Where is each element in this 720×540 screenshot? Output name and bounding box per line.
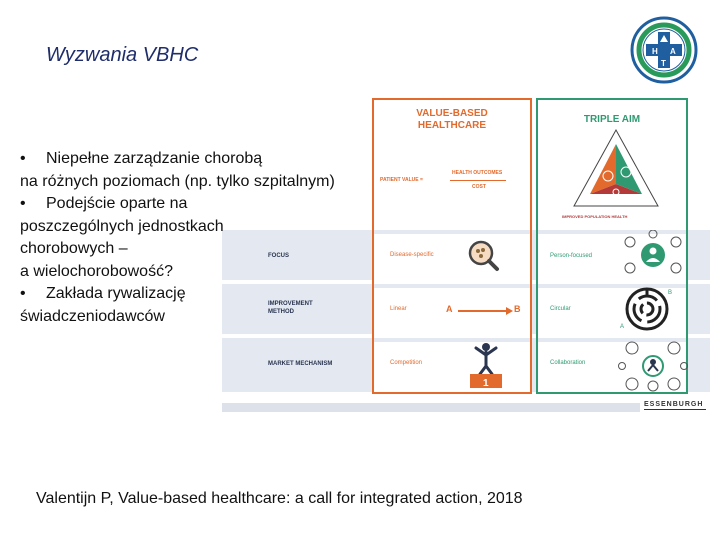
collaboration-people-icon bbox=[618, 340, 688, 392]
bullet-marker: • bbox=[20, 195, 26, 212]
bullet-2-line-3: chorobowych – bbox=[20, 240, 128, 257]
logo-letter-a: A bbox=[670, 47, 676, 56]
bottom-strip bbox=[222, 403, 640, 412]
vbhc-title: VALUE-BASED HEALTHCARE bbox=[416, 108, 488, 131]
row-label-focus: FOCUS bbox=[268, 253, 289, 259]
triple-aim-title: TRIPLE AIM bbox=[583, 114, 641, 125]
row-label-improvement-method: IMPROVEMENT METHOD bbox=[268, 301, 313, 315]
hta-seal-icon bbox=[630, 16, 698, 84]
logo-letter-t: T bbox=[661, 59, 666, 68]
cost-label: COST bbox=[472, 184, 486, 190]
bullet-3-line-2: świadczeniodawców bbox=[20, 307, 165, 325]
market-triple-aim-value: Collaboration bbox=[550, 360, 586, 366]
publisher-underline bbox=[644, 409, 706, 410]
row-separator bbox=[374, 338, 530, 342]
bullet-1-line-2: na różnych poziomach (np. tylko szpitalnym) bbox=[20, 172, 335, 190]
linear-a-label: A bbox=[446, 304, 453, 314]
bullet-list bbox=[20, 148, 400, 328]
slide-title: Wyzwania VBHC bbox=[46, 44, 199, 66]
maze-a-label: A bbox=[620, 324, 625, 330]
podium-person-icon bbox=[466, 342, 506, 388]
bullet-3-line-1: • Zakłada rywalizację bbox=[20, 283, 400, 306]
row-label-market-mechanism: MARKET MECHANISM bbox=[268, 361, 333, 367]
bullet-marker: • bbox=[20, 150, 26, 167]
triple-aim-triangle-icon bbox=[570, 126, 662, 212]
method-vbhc-value: Linear bbox=[390, 306, 407, 312]
citation: Valentijn P, Value-based healthcare: a call for integrated action, 2018 bbox=[36, 490, 523, 507]
person-network-icon bbox=[618, 230, 688, 280]
health-outcomes-label: HEALTH OUTCOMES bbox=[452, 170, 503, 176]
linear-b-label: B bbox=[514, 304, 521, 314]
bullet-2-line-2: poszczególnych jednostkach bbox=[20, 217, 224, 235]
bullet-marker: • bbox=[20, 285, 26, 302]
patient-value-label: PATIENT VALUE = bbox=[380, 177, 423, 183]
publisher-logo: ESSENBURGH bbox=[644, 401, 704, 408]
arrow-right-icon bbox=[456, 306, 514, 316]
focus-triple-aim-value: Person-focused bbox=[550, 253, 593, 259]
podium-number: 1 bbox=[483, 378, 489, 388]
maze-icon bbox=[622, 286, 672, 332]
market-vbhc-value: Competition bbox=[390, 360, 423, 366]
triangle-bottom-label: IMPROVED POPULATION HEALTH bbox=[562, 214, 628, 219]
focus-vbhc-value: Disease-specific bbox=[390, 252, 434, 258]
fraction-line bbox=[450, 180, 506, 181]
bullet-2-line-1: • Podejście oparte na bbox=[20, 193, 400, 216]
maze-b-label: B bbox=[668, 290, 673, 296]
magnifier-icon bbox=[466, 238, 500, 272]
bullet-2-line-4: a wielochorobowość? bbox=[20, 262, 173, 280]
method-triple-aim-value: Circular bbox=[550, 306, 571, 312]
logo-letter-h: H bbox=[652, 47, 658, 56]
bullet-1-line-1: • Niepełne zarządzanie chorobą bbox=[20, 148, 400, 171]
